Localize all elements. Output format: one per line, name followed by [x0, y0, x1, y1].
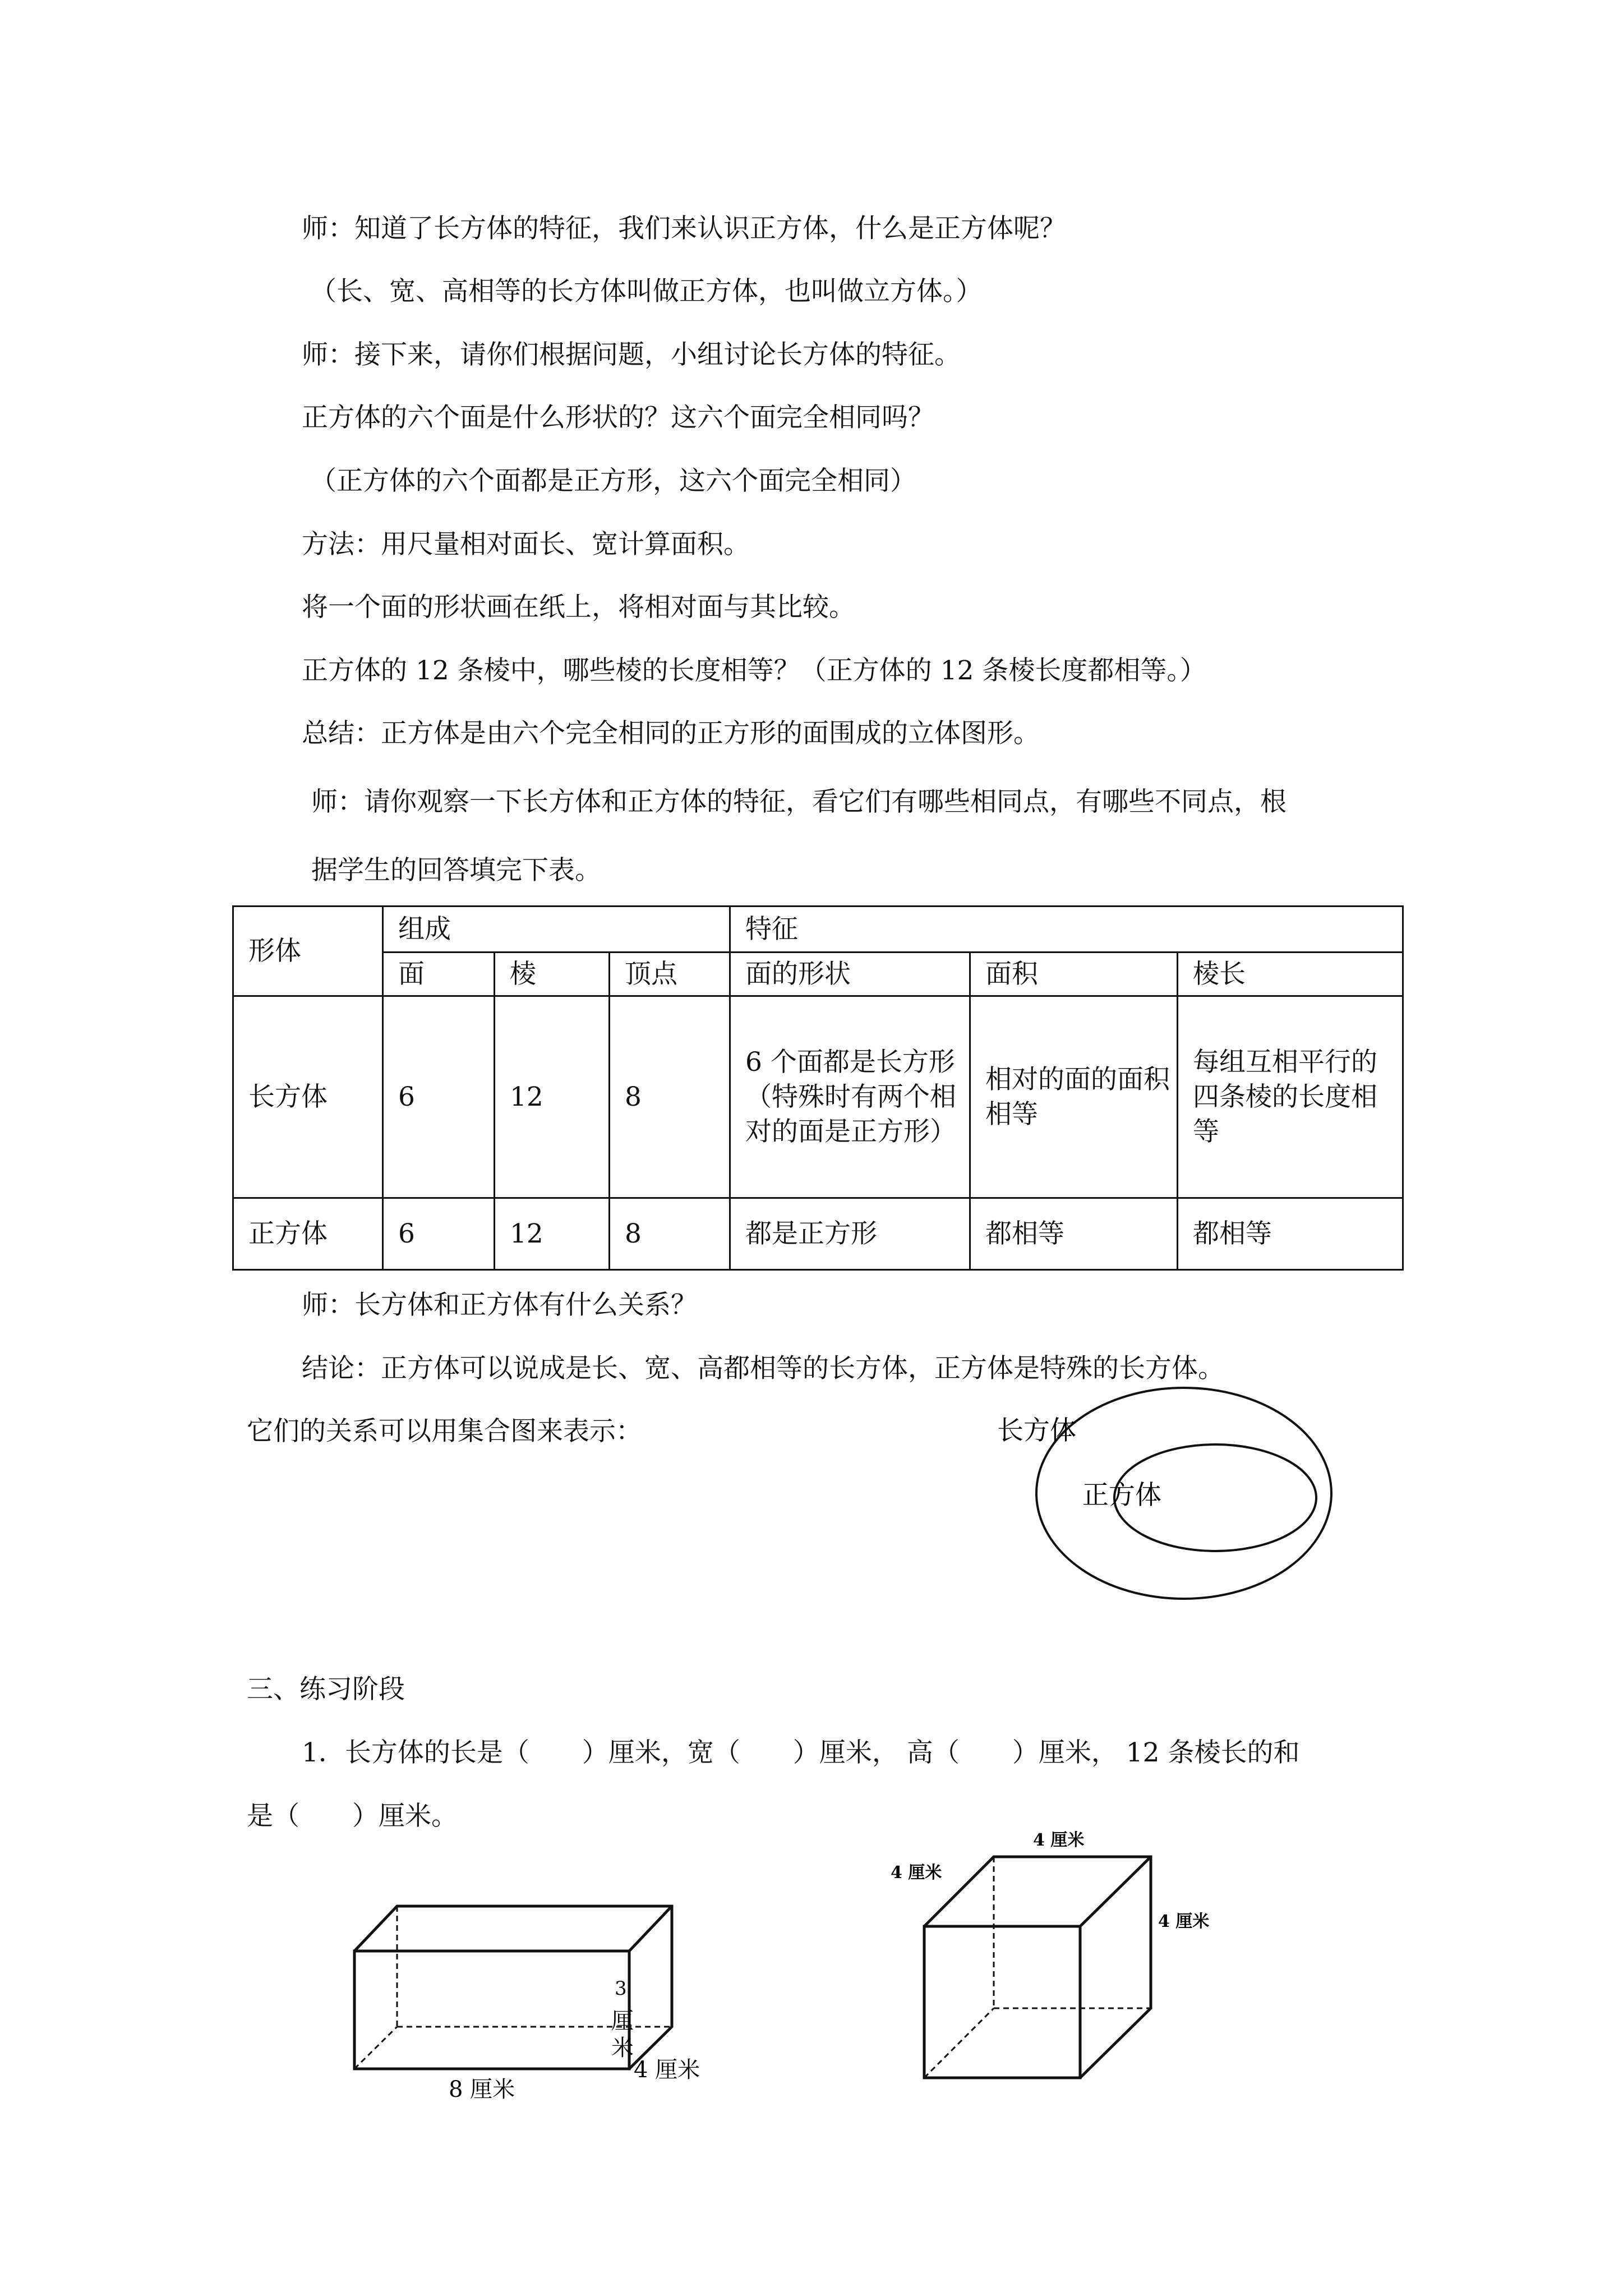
- paragraph-compare: 将一个面的形状画在纸上，将相对面与其比较。: [302, 592, 855, 623]
- cuboid-height-label-1: 3: [615, 1977, 627, 2000]
- cuboid-width-label: 4 厘米: [634, 2057, 700, 2083]
- cell-name: 长方体: [233, 996, 383, 1198]
- paragraph-faces-question: 正方体的六个面是什么形状的？这六个面完全相同吗？: [302, 402, 934, 433]
- cell-area: 相对的面的面积相等: [970, 996, 1178, 1198]
- paragraph-cube-definition: （长、宽、高相等的长方体叫做正方体，也叫做立方体。）: [310, 276, 983, 307]
- cell-face-shape: 6 个面都是长方形（特殊时有两个相对的面是正方形）: [730, 996, 970, 1198]
- header-edge-length: 棱长: [1178, 953, 1403, 996]
- cell-faces: 6: [383, 1198, 495, 1270]
- paragraph-set-diagram: 它们的关系可以用集合图来表示：: [247, 1416, 642, 1447]
- paragraph-cube-intro: 师：知道了长方体的特征，我们来认识正方体，什么是正方体呢？: [302, 213, 1066, 244]
- inner-label: 正方体: [1082, 1480, 1161, 1511]
- cell-edge-length: 都相等: [1178, 1198, 1403, 1270]
- cuboid-height-label-3: 米: [611, 2035, 634, 2061]
- paragraph-observe: 师：请你观察一下长方体和正方体的特征，看它们有哪些相同点，有哪些不同点，根: [311, 786, 1287, 817]
- cube-left-label: 4 厘米: [891, 1863, 942, 1883]
- question-1-line-2: 是（ ）厘米。: [247, 1801, 458, 1832]
- header-shape: 形体: [233, 907, 383, 996]
- paragraph-fill-table: 据学生的回答填完下表。: [311, 855, 601, 886]
- cuboid-figure: [336, 1885, 729, 2102]
- header-edge: 棱: [495, 953, 610, 996]
- paragraph-edges-question: 正方体的 12 条棱中，哪些棱的长度相等？（正方体的 12 条棱长度都相等。）: [302, 655, 1206, 686]
- header-face: 面: [383, 953, 495, 996]
- cell-edges: 12: [495, 1198, 610, 1270]
- header-vertex: 顶点: [610, 953, 730, 996]
- cell-edge-length: 每组互相平行的四条棱的长度相等: [1178, 996, 1403, 1198]
- cell-face-shape: 都是正方形: [730, 1198, 970, 1270]
- outer-label: 长方体: [997, 1415, 1076, 1446]
- question-1-line-1: 1．长方体的长是（ ）厘米，宽（ ）厘米， 高（ ）厘米， 12 条棱长的和: [302, 1737, 1300, 1768]
- cuboid-length-label: 8 厘米: [449, 2077, 515, 2102]
- header-features: 特征: [730, 907, 1403, 953]
- cell-faces: 6: [383, 996, 495, 1198]
- paragraph-conclusion: 结论：正方体可以说成是长、宽、高都相等的长方体，正方体是特殊的长方体。: [302, 1353, 1224, 1384]
- cell-name: 正方体: [233, 1198, 383, 1270]
- cell-edges: 12: [495, 996, 610, 1198]
- cuboid-height-label-2: 厘: [611, 2008, 634, 2034]
- paragraph-group-discussion: 师：接下来，请你们根据问题，小组讨论长方体的特征。: [302, 339, 961, 370]
- cube-figure: [875, 1818, 1234, 2081]
- header-composition: 组成: [383, 907, 730, 953]
- cube-right-label: 4 厘米: [1158, 1912, 1210, 1931]
- cell-vertices: 8: [610, 1198, 730, 1270]
- paragraph-method: 方法：用尺量相对面长、宽计算面积。: [302, 529, 750, 560]
- section-heading-practice: 三、练习阶段: [247, 1674, 405, 1705]
- outer-ellipse-cuboid: [1036, 1388, 1331, 1599]
- paragraph-relation-question: 师：长方体和正方体有什么关系？: [302, 1290, 697, 1320]
- header-area: 面积: [970, 953, 1178, 996]
- cell-area: 都相等: [970, 1198, 1178, 1270]
- header-face-shape: 面的形状: [730, 953, 970, 996]
- paragraph-faces-answer: （正方体的六个面都是正方形，这六个面完全相同）: [310, 466, 916, 496]
- cell-vertices: 8: [610, 996, 730, 1198]
- cube-top-label: 4 厘米: [1033, 1830, 1085, 1850]
- paragraph-summary: 总结：正方体是由六个完全相同的正方形的面围成的立体图形。: [302, 718, 1040, 749]
